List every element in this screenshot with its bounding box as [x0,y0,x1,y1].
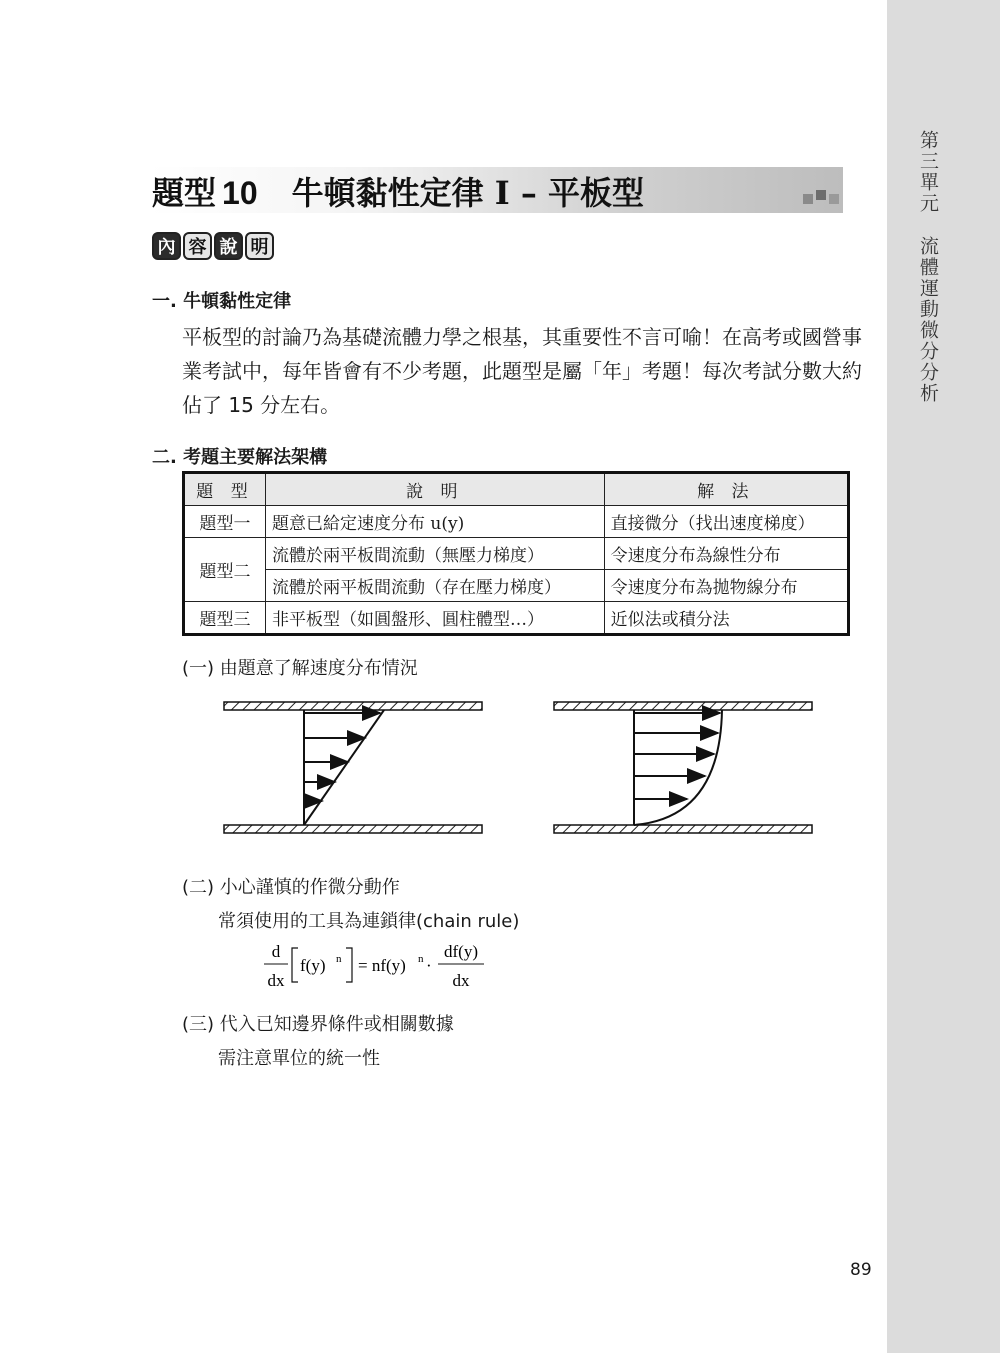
table-header-row [184,473,849,506]
page-title [152,168,644,214]
section-heading: 一. 牛頓黏性定律 [152,291,292,312]
sub-heading: (一) 由題意了解速度分布情況 [182,658,418,679]
title-number: 10 [222,175,258,211]
page-number: 89 [850,1260,872,1280]
bottom-plate [224,825,482,833]
content-badges [152,232,274,260]
formula-exponent: n [336,953,342,965]
table-header: 解 法 [604,473,848,506]
title-decoration [816,190,826,200]
bottom-plate [554,825,812,833]
table-row [184,506,849,538]
solution-table [182,471,850,636]
chapter-title: 第三單元 [917,130,939,214]
table-cell: 題型二 [184,538,266,602]
title-name: 牛頓黏性定律 I – 平板型 [291,174,645,212]
velocity-profile-curve [634,710,722,825]
title-prefix: 題型 [152,174,217,212]
table-row [184,538,849,570]
top-plate [224,702,482,710]
formula-inner: f(y) [300,956,326,975]
formula-denominator: dx [452,971,470,990]
formula-rhs: = nf(y) [358,956,406,975]
sub-heading: (三) 代入已知邊界條件或相關數據 [182,1014,454,1035]
table-cell: 近似法或積分法 [604,602,848,635]
table-cell: 流體於兩平板間流動（存在壓力梯度） [266,570,605,602]
table-header: 說 明 [266,473,605,506]
chapter-subject: 流體運動微分分析 [917,236,939,404]
table-cell: 題意已給定速度分布 u(y) [266,506,605,538]
table-row [184,570,849,602]
title-decoration [829,194,839,204]
table-cell: 流體於兩平板間流動（無壓力梯度） [266,538,605,570]
table-row [184,602,849,635]
chapter-label [916,130,942,404]
chain-rule-formula [262,940,502,992]
sub-heading: (二) 小心謹慎的作微分動作 [182,877,400,898]
parabolic-profile-diagram [550,698,816,838]
table-cell: 令速度分布為拋物線分布 [604,570,848,602]
side-tab [887,0,1000,1353]
badge: 內 [152,232,181,260]
table-cell: 直接微分（找出速度梯度） [604,506,848,538]
top-plate [554,702,812,710]
table-cell: 令速度分布為線性分布 [604,538,848,570]
velocity-profile-line [304,710,384,825]
title-decoration [803,194,813,204]
section-heading: 二. 考題主要解法架構 [152,447,328,468]
linear-profile-diagram [220,698,486,838]
badge: 明 [245,232,274,260]
formula-numerator: df(y) [444,942,478,961]
badge: 容 [183,232,212,260]
table-header: 題 型 [184,473,266,506]
section-paragraph: 平板型的討論乃為基礎流體力學之根基，其重要性不言可喻！在高考或國營事業考試中，每年皆會有不少考題，此題型是屬「年」考題！每次考試分數大約佔了 15 分左右。 [182,325,862,417]
sub-text: 常須使用的工具為連鎖律(chain rule) [218,911,520,932]
table-cell: 題型三 [184,602,266,635]
formula-rhs-exponent: n [418,953,424,965]
table-cell: 非平板型（如圓盤形、圓柱體型…） [266,602,605,635]
sub-text: 需注意單位的統一性 [218,1048,380,1069]
formula-dx: dx [267,971,285,990]
formula-dot: · [426,956,432,975]
table-cell: 題型一 [184,506,266,538]
formula-d: d [271,942,281,961]
badge: 說 [214,232,243,260]
